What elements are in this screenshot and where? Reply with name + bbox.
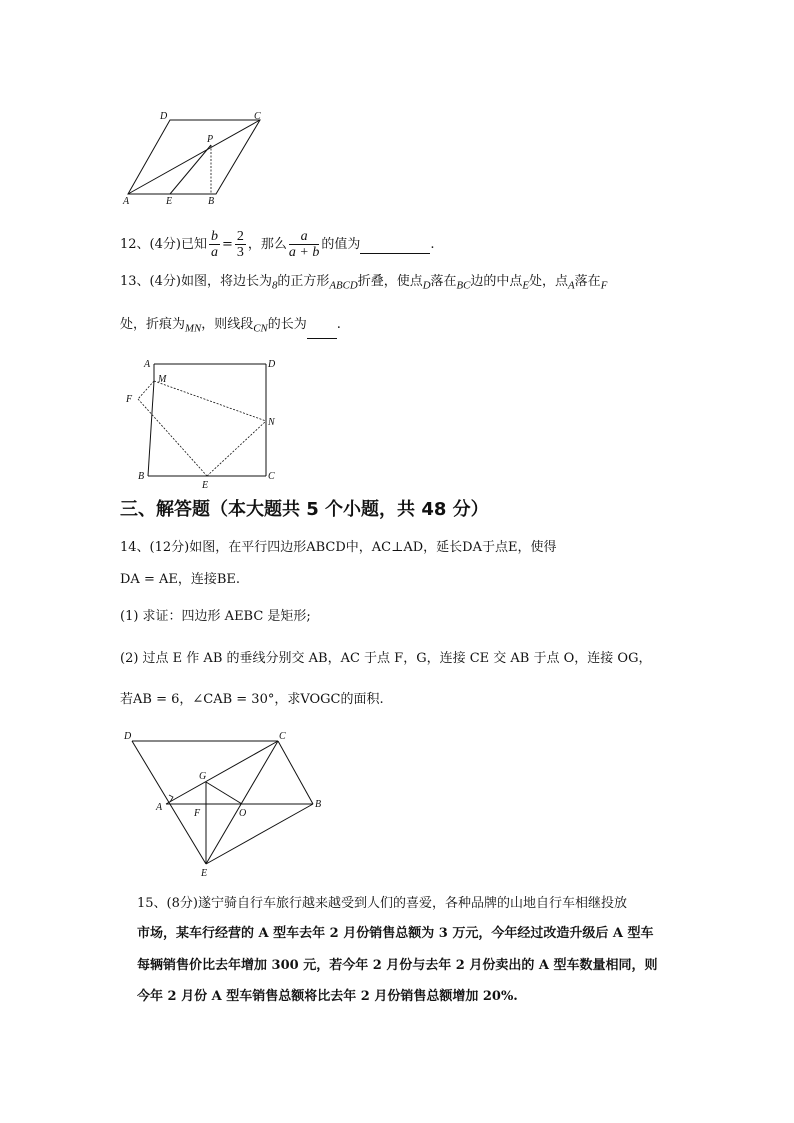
fraction-b-over-a: $\frac{b}{a}$	[210, 229, 218, 260]
label-O: O	[239, 808, 247, 819]
label-N: N	[268, 417, 275, 428]
question-14-part1: (1) 求证：四边形 AEBC 是矩形;	[120, 609, 311, 624]
question-14-part2: (2) 过点 E 作 AB 的垂线分别交 AB，AC 于点 F，G，连接 CE 交 AB 于点 O，连接 OG，	[120, 651, 652, 666]
label-P: P	[207, 134, 214, 145]
label-C: C	[279, 731, 286, 742]
label-B: B	[315, 799, 322, 810]
question-14-line2: DA = AE，连接BE.	[120, 572, 241, 587]
fraction-a-over-a-plus-b: $\frac{a}{a + b}$	[288, 229, 320, 260]
question-14-line5: 若AB = 6，∠CAB = 30°，求VOGC的面积.	[120, 692, 384, 707]
label-B: B	[138, 471, 145, 482]
label-D: D	[268, 359, 276, 370]
label-D: D	[124, 731, 132, 742]
section-3-title: 三、解答题（本大题共 5 个小题，共 48 分）	[120, 499, 489, 520]
label-M: M	[158, 374, 167, 385]
label-A: A	[144, 359, 151, 370]
label-A: A	[123, 196, 130, 207]
label-F: F	[126, 394, 133, 405]
label-G: G	[199, 771, 207, 782]
label-D: D	[160, 111, 168, 122]
fraction-2-over-3: $\frac{2}{3}$	[236, 229, 244, 260]
label-B: B	[208, 196, 215, 207]
label-E: E	[202, 480, 209, 490]
label-C: C	[254, 111, 261, 122]
question-15-line4: 今年 2 月份 A 型车销售总额将比去年 2 月份销售总额增加 20%.	[137, 989, 518, 1004]
label-E: E	[201, 868, 208, 879]
answer-blank-13[interactable]	[307, 324, 337, 339]
label-C: C	[268, 471, 275, 482]
question-14-line1: 14、(12分)如图，在平行四边形ABCD中，AC⊥AD，延长DA于点E，使得	[120, 540, 557, 555]
label-F: F	[194, 808, 201, 819]
label-E: E	[166, 196, 173, 207]
question-12: 12、(4分)已知 $\frac{b}{a}$ = $\frac{2}{3}$ ，那么 $\frac{a}{a + b}$ 的值为 .	[120, 229, 435, 260]
figure-parallelogram-rectangle	[118, 724, 338, 879]
answer-blank-12[interactable]	[360, 233, 430, 254]
figure-parallelogram	[120, 108, 270, 208]
question-13-line2: 处，折痕为$_{MN}$，则线段$_{CN}$的长为 .	[120, 315, 341, 339]
question-15-line2: 市场，某车行经营的 A 型车去年 2 月份销售总额为 3 万元，今年经过改造升级后 A 型车	[137, 926, 654, 941]
question-15-line1: 15、(8分)遂宁骑自行车旅行越来越受到人们的喜爱，各种品牌的山地自行车相继投放	[137, 896, 627, 911]
figure-folded-square	[120, 355, 280, 490]
question-13-line1: 13、(4分)如图，将边长为$_8$的正方形$_{ABCD}$折叠，使点$_D$落在$_{BC}$边的中点$_E$处，点$_A$落在$_F$	[120, 274, 608, 292]
question-15-line3: 每辆销售价比去年增加 300 元，若今年 2 月份与去年 2 月份卖出的 A 型车数量相同，则	[137, 958, 658, 973]
label-A: A	[156, 802, 163, 813]
